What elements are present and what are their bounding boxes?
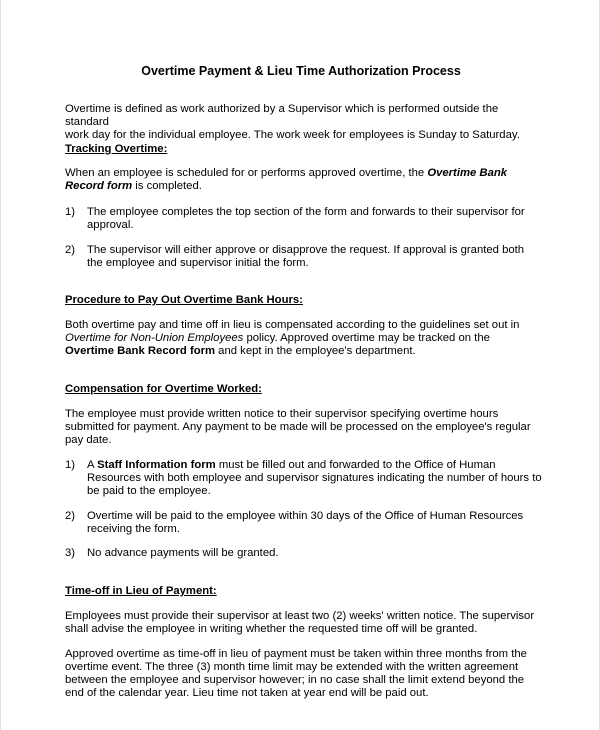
text-line: Approved overtime as time-off in lieu of payment must be taken within three months from the: [65, 648, 527, 660]
list-item: [65, 547, 545, 560]
list-number: 1): [65, 459, 76, 471]
timeoff-paragraph: [65, 648, 545, 700]
list-item: [65, 459, 545, 498]
list-text: The supervisor will either approve or disapprove the request. If approval is granted both: [87, 244, 525, 256]
list-number: 1): [65, 206, 76, 218]
list-text: Overtime will be paid to the employee within 30 days of the Office of Human Resources: [87, 510, 524, 522]
timeoff-heading: Time-off in Lieu of Payment:: [65, 585, 217, 597]
tracking-paragraph: [65, 167, 545, 193]
text-run: is completed.: [132, 180, 202, 192]
text-run: A: [87, 459, 98, 471]
list-item: [65, 244, 545, 270]
procedure-paragraph: [65, 319, 545, 358]
form-name: Staff Information form: [97, 459, 216, 471]
text-line: Employees must provide their supervisor at least two (2) weeks' written notice. The supervisor: [65, 610, 535, 622]
form-name: Overtime Bank Record form: [65, 345, 216, 357]
list-item: [65, 510, 545, 536]
text-line: The employee must provide written notice to their supervisor specifying overtime hours: [65, 408, 499, 420]
list-text: Resources with both employee and supervisor signatures indicating the number of hours to: [87, 472, 542, 484]
form-name: Record form: [65, 180, 133, 192]
text-line: overtime event. The three (3) month time limit may be extended with the written agreement: [65, 661, 519, 673]
text-line: end of the calendar year. Lieu time not taken at year end will be paid out.: [65, 687, 429, 699]
list-text: be paid to the employee.: [87, 485, 211, 497]
list-number: 2): [65, 244, 76, 256]
list-text: the employee and supervisor initial the form.: [87, 257, 309, 269]
list-number: 3): [65, 547, 76, 559]
text-line: Both overtime pay and time off in lieu is compensated according to the guidelines set out in: [65, 319, 520, 331]
list-item: [65, 206, 545, 232]
policy-name: Overtime for Non-Union Employees: [65, 332, 244, 344]
intro-line: Overtime is defined as work authorized by a Supervisor which is performed outside the standard: [65, 103, 499, 128]
text-line: between the employee and supervisor however; in no case shall the limit extend beyond the: [65, 674, 525, 686]
intro-line: work day for the individual employee. The work week for employees is Sunday to Saturday.: [65, 129, 520, 141]
tracking-heading: Tracking Overtime:: [65, 143, 168, 155]
timeoff-paragraph: [65, 610, 545, 636]
text-run: must be filled out and forwarded to the Office of Human: [215, 459, 496, 471]
document-title: Overtime Payment & Lieu Time Authorization Process: [141, 64, 461, 78]
list-number: 2): [65, 510, 76, 522]
list-text: receiving the form.: [87, 523, 180, 535]
text-line: submitted for payment. Any payment to be made will be processed on the employee's regular: [65, 421, 531, 433]
procedure-heading: Procedure to Pay Out Overtime Bank Hours:: [65, 294, 303, 306]
text-line: shall advise the employee in writing whether the requested time off will be granted.: [65, 623, 478, 635]
text-run: When an employee is scheduled for or performs approved overtime, the: [65, 167, 428, 179]
list-text: approval.: [87, 219, 134, 231]
intro-paragraph: [65, 103, 545, 142]
text-run: and kept in the employee's department.: [215, 345, 416, 357]
list-text: No advance payments will be granted.: [87, 547, 279, 559]
text-line: pay date.: [65, 434, 112, 446]
compensation-paragraph: [65, 408, 545, 447]
text-run: policy. Approved overtime may be tracked on the: [243, 332, 490, 344]
compensation-heading: Compensation for Overtime Worked:: [65, 383, 262, 395]
list-text: The employee completes the top section of the form and forwards to their supervisor for: [87, 206, 525, 218]
form-name: Overtime Bank: [427, 167, 508, 179]
